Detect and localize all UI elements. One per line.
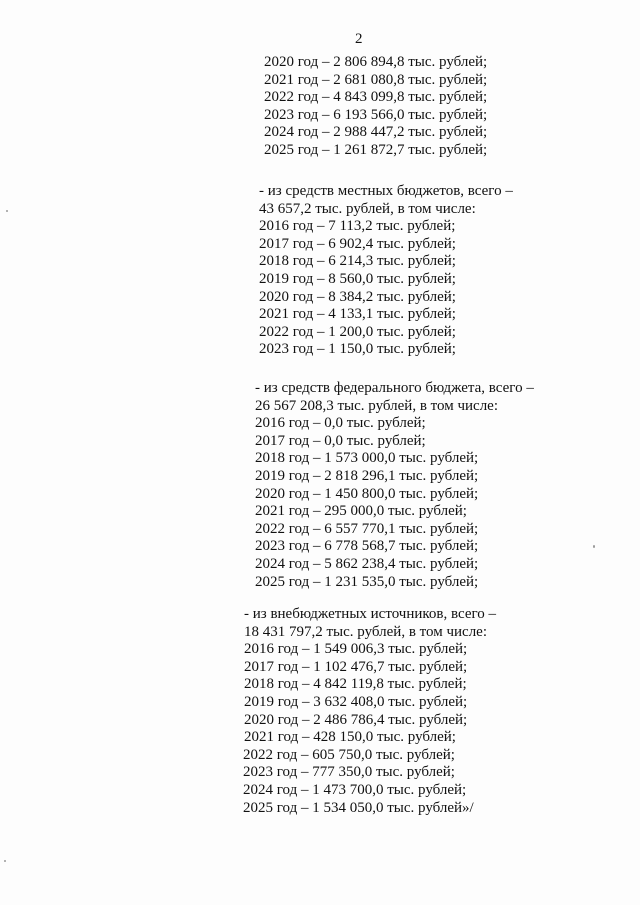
funding-line: 2019 год – 8 560,0 тыс. рублей; (259, 270, 456, 287)
funding-line: 2025 год – 1 261 872,7 тыс. рублей; (264, 141, 488, 158)
page-number: 2 (355, 31, 363, 47)
funding-line: 2017 год – 6 902,4 тыс. рублей; (259, 235, 456, 252)
funding-block-local-budgets (259, 183, 513, 359)
funding-line: 2024 год – 1 473 700,0 тыс. рублей; (243, 781, 467, 798)
scan-speck (4, 860, 6, 862)
funding-line: 2023 год – 1 150,0 тыс. рублей; (259, 341, 456, 358)
funding-line: 2016 год – 0,0 тыс. рублей; (255, 415, 426, 432)
funding-line: 2022 год – 4 843 099,8 тыс. рублей; (264, 89, 488, 106)
funding-line: 2016 год – 1 549 006,3 тыс. рублей; (244, 641, 468, 658)
funding-line: 2025 год – 1 534 050,0 тыс. рублей»/ (243, 799, 474, 816)
funding-block-extrabudgetary (244, 606, 496, 817)
funding-line: 2019 год – 3 632 408,0 тыс. рублей; (244, 693, 468, 710)
funding-line: 2017 год – 0,0 тыс. рублей; (255, 432, 426, 449)
funding-line: 2021 год – 428 150,0 тыс. рублей; (244, 729, 456, 746)
funding-block-federal-budget (255, 380, 534, 591)
funding-heading: - из средств местных бюджетов, всего – (259, 183, 513, 199)
funding-line: 2024 год – 2 988 447,2 тыс. рублей; (264, 124, 488, 141)
funding-line: 2021 год – 2 681 080,8 тыс. рублей; (264, 71, 488, 88)
funding-line: 2024 год – 5 862 238,4 тыс. рублей; (255, 555, 479, 572)
funding-line: 2022 год – 605 750,0 тыс. рублей; (243, 746, 455, 763)
funding-line: 2018 год – 1 573 000,0 тыс. рублей; (255, 450, 479, 467)
funding-total: 26 567 208,3 тыс. рублей, в том числе: (255, 397, 499, 414)
funding-heading: - из внебюджетных источников, всего – (244, 606, 497, 622)
funding-line: 2023 год – 6 193 566,0 тыс. рублей; (264, 106, 488, 123)
funding-line: 2021 год – 295 000,0 тыс. рублей; (255, 503, 467, 520)
funding-block-regional-continued (264, 54, 487, 160)
funding-line: 2018 год – 4 842 119,8 тыс. рублей; (244, 676, 467, 693)
funding-total: 43 657,2 тыс. рублей, в том числе: (259, 200, 476, 217)
funding-line: 2016 год – 7 113,2 тыс. рублей; (259, 218, 456, 235)
funding-line: 2020 год – 8 384,2 тыс. рублей; (259, 288, 456, 305)
funding-line: 2022 год – 6 557 770,1 тыс. рублей; (255, 520, 479, 537)
funding-line: 2019 год – 2 818 296,1 тыс. рублей; (255, 467, 479, 484)
funding-line: 2020 год – 2 486 786,4 тыс. рублей; (244, 711, 468, 728)
scan-speck (593, 545, 595, 548)
funding-line: 2022 год – 1 200,0 тыс. рублей; (259, 323, 456, 340)
funding-total: 18 431 797,2 тыс. рублей, в том числе: (244, 623, 488, 640)
funding-line: 2020 год – 2 806 894,8 тыс. рублей; (264, 54, 488, 70)
funding-line: 2017 год – 1 102 476,7 тыс. рублей; (244, 658, 468, 675)
funding-line: 2021 год – 4 133,1 тыс. рублей; (259, 306, 456, 323)
funding-line: 2018 год – 6 214,3 тыс. рублей; (259, 253, 456, 270)
funding-heading: - из средств федерального бюджета, всего – (255, 380, 534, 396)
funding-line: 2020 год – 1 450 800,0 тыс. рублей; (255, 485, 479, 502)
funding-line: 2025 год – 1 231 535,0 тыс. рублей; (255, 573, 479, 590)
funding-line: 2023 год – 6 778 568,7 тыс. рублей; (255, 538, 479, 555)
scan-speck (6, 210, 8, 212)
funding-line: 2023 год – 777 350,0 тыс. рублей; (243, 764, 455, 781)
